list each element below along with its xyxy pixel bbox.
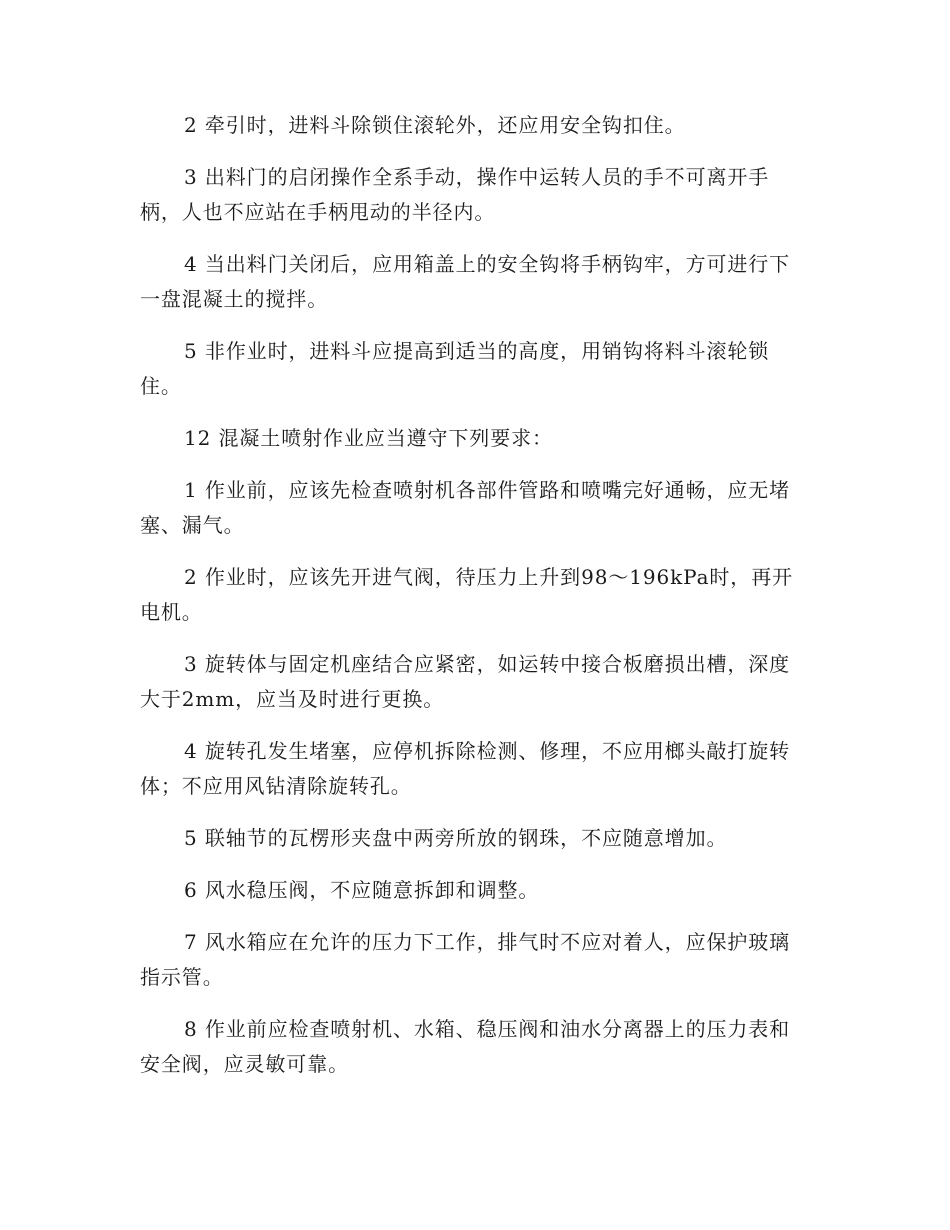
paragraph: 5 联轴节的瓦楞形夹盘中两旁所放的钢珠，不应随意增加。 (184, 826, 728, 850)
paragraph: 3 旋转体与固定机座结合应紧密，如运转中接合板磨损出槽，深度大于2mm，应当及时进行更换。 (140, 652, 791, 711)
paragraph: 1 作业前，应该先检查喷射机各部件管路和喷嘴完好通畅，应无堵塞、漏气。 (140, 478, 791, 537)
paragraph: 4 旋转孔发生堵塞，应停机拆除检测、修理，不应用榔头敲打旋转体；不应用风钻清除旋转孔。 (140, 739, 791, 798)
paragraph: 2 牵引时，进料斗除锁住滚轮外，还应用安全钩扣住。 (184, 113, 686, 137)
paragraph: 3 出料门的启闭操作全系手动，操作中运转人员的手不可离开手柄，人也不应站在手柄甩动的半径内。 (140, 165, 770, 224)
paragraph: 4 当出料门关闭后，应用箱盖上的安全钩将手柄钩牢，方可进行下一盘混凝土的搅拌。 (140, 252, 791, 311)
paragraph: 7 风水箱应在允许的压力下工作，排气时不应对着人，应保护玻璃指示管。 (140, 930, 791, 989)
paragraph: 6 风水稳压阀，不应随意拆卸和调整。 (184, 878, 540, 902)
paragraph: 2 作业时，应该先开进气阀，待压力上升到98～196kPa时，再开电机。 (140, 565, 794, 624)
paragraph: 5 非作业时，进料斗应提高到适当的高度，用销钩将料斗滚轮锁住。 (140, 339, 770, 398)
document-body (140, 108, 808, 1099)
paragraph: 8 作业前应检查喷射机、水箱、稳压阀和油水分离器上的压力表和安全阀，应灵敏可靠。 (140, 1017, 791, 1076)
section-heading: 12 混凝土喷射作业应当遵守下列要求： (184, 426, 553, 450)
